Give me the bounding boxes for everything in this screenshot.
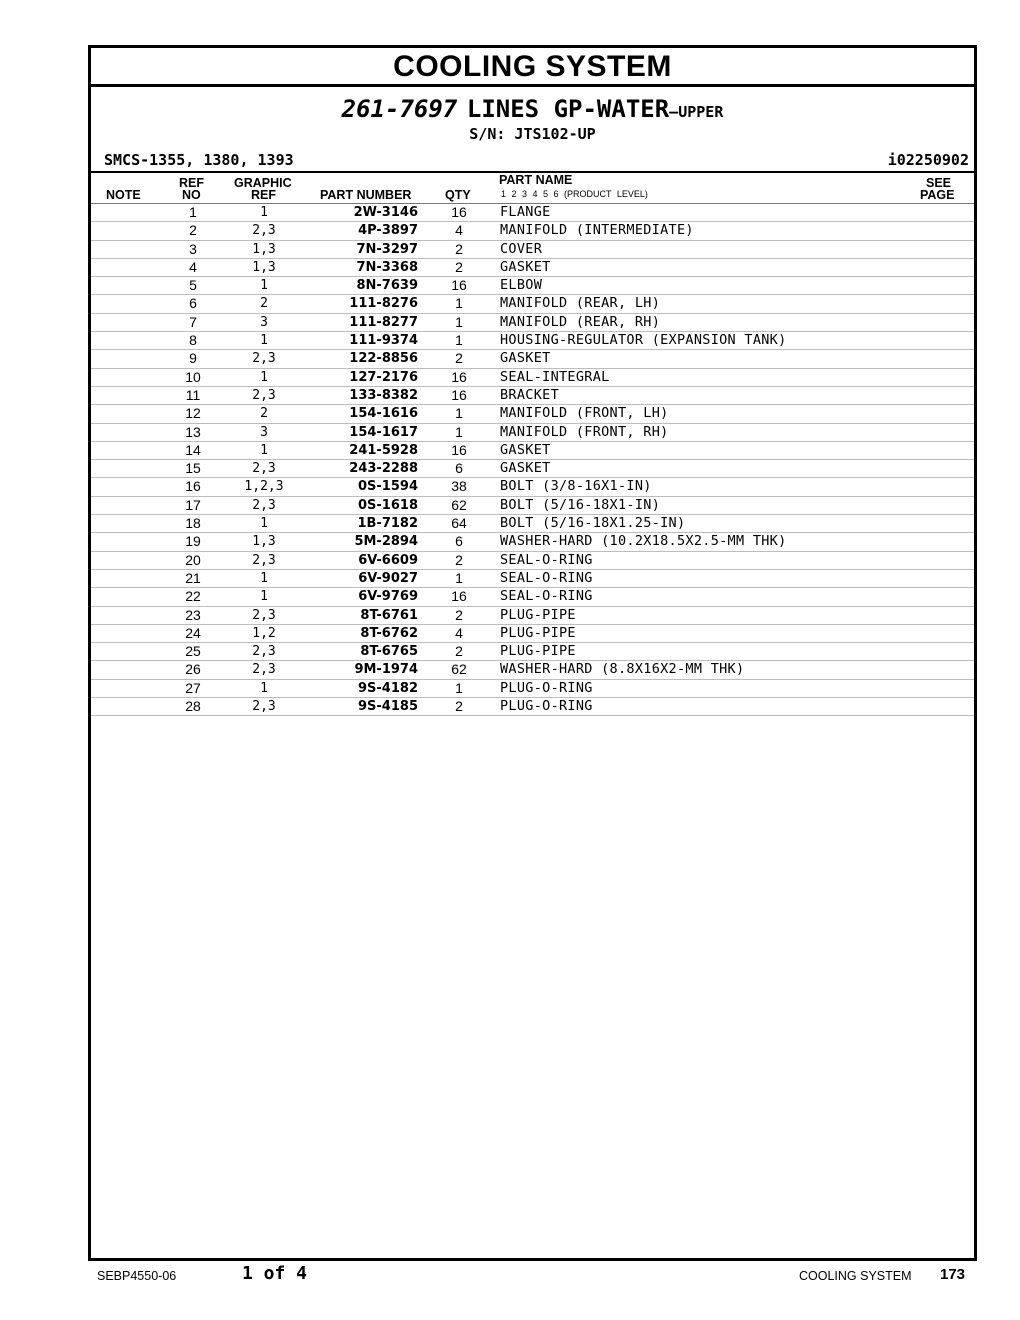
qty-cell: 16 bbox=[451, 368, 467, 385]
ref-no-cell: 13 bbox=[185, 423, 201, 440]
part-number-cell: 9S-4182 bbox=[358, 680, 418, 696]
part-number-cell: 6V-9027 bbox=[358, 570, 418, 586]
part-number-cell: 8N-7639 bbox=[356, 278, 418, 294]
footer-page-number: 173 bbox=[940, 1266, 966, 1283]
part-name-cell: PLUG-PIPE bbox=[500, 606, 576, 623]
table-header bbox=[91, 171, 974, 204]
part-number-cell: 0S-1618 bbox=[358, 497, 418, 513]
table-row bbox=[91, 387, 974, 405]
graphic-ref-cell: 2,3 bbox=[252, 699, 276, 715]
smcs-row bbox=[91, 149, 974, 171]
graphic-ref-cell: 2,3 bbox=[252, 497, 276, 513]
header-part-number: PART NUMBER bbox=[320, 188, 412, 202]
ref-no-cell: 11 bbox=[185, 386, 201, 403]
qty-cell: 38 bbox=[451, 478, 467, 495]
graphic-ref-cell: 2,3 bbox=[252, 461, 276, 477]
table-row bbox=[91, 204, 974, 222]
part-name-cell: MANIFOLD (INTERMEDIATE) bbox=[500, 222, 694, 239]
part-name-cell: BOLT (5/16-18X1-IN) bbox=[500, 496, 661, 513]
qty-cell: 16 bbox=[451, 441, 467, 458]
graphic-ref-cell: 2 bbox=[260, 406, 268, 422]
table-row bbox=[91, 424, 974, 442]
qty-cell: 1 bbox=[455, 405, 463, 422]
table-row bbox=[91, 588, 974, 606]
ref-no-cell: 7 bbox=[189, 313, 197, 330]
footer-doc-id: SEBP4550-06 bbox=[97, 1269, 177, 1283]
qty-cell: 1 bbox=[455, 332, 463, 349]
graphic-ref-cell: 3 bbox=[260, 314, 268, 330]
table-row bbox=[91, 661, 974, 679]
table-row bbox=[91, 350, 974, 368]
ref-no-cell: 14 bbox=[185, 441, 201, 458]
header-ref-no-bottom: NO bbox=[182, 188, 201, 202]
illustration-id: i02250902 bbox=[887, 151, 969, 169]
qty-cell: 2 bbox=[455, 643, 463, 660]
ref-no-cell: 19 bbox=[185, 533, 201, 550]
ref-no-cell: 28 bbox=[185, 698, 201, 715]
part-number-cell: 154-1616 bbox=[349, 406, 418, 422]
part-number-cell: 122-8856 bbox=[349, 351, 418, 367]
qty-cell: 1 bbox=[455, 295, 463, 312]
part-name-cell: PLUG-O-RING bbox=[500, 679, 593, 696]
part-number-cell: 6V-6609 bbox=[358, 552, 418, 568]
part-number-cell: 8T-6761 bbox=[360, 607, 418, 623]
part-number-cell: 133-8382 bbox=[349, 387, 418, 403]
qty-cell: 2 bbox=[455, 350, 463, 367]
qty-cell: 16 bbox=[451, 386, 467, 403]
qty-cell: 2 bbox=[455, 240, 463, 257]
group-part-number: 261-7697 bbox=[341, 95, 458, 123]
table-row bbox=[91, 643, 974, 661]
table-row bbox=[91, 405, 974, 423]
part-name-cell: BRACKET bbox=[500, 386, 559, 403]
header-graphic-bottom: REF bbox=[251, 188, 276, 202]
part-number-cell: 1B-7182 bbox=[357, 516, 418, 532]
ref-no-cell: 1 bbox=[189, 204, 197, 220]
table-row bbox=[91, 277, 974, 295]
table-row bbox=[91, 515, 974, 533]
section-title: COOLING SYSTEM bbox=[91, 48, 974, 87]
header-qty: QTY bbox=[445, 188, 471, 202]
page-footer bbox=[0, 1263, 1020, 1293]
part-number-cell: 0S-1594 bbox=[358, 479, 418, 495]
part-number-cell: 8T-6765 bbox=[360, 644, 418, 660]
table-row bbox=[91, 497, 974, 515]
qty-cell: 2 bbox=[455, 698, 463, 715]
table-row bbox=[91, 570, 974, 588]
graphic-ref-cell: 1,3 bbox=[252, 259, 276, 275]
ref-no-cell: 8 bbox=[189, 332, 197, 349]
qty-cell: 16 bbox=[451, 204, 467, 220]
part-name-cell: MANIFOLD (REAR, RH) bbox=[500, 313, 661, 330]
part-name-cell: SEAL-O-RING bbox=[500, 569, 593, 586]
graphic-ref-cell: 2,3 bbox=[252, 662, 276, 678]
qty-cell: 2 bbox=[455, 258, 463, 275]
graphic-ref-cell: 2,3 bbox=[252, 387, 276, 403]
ref-no-cell: 21 bbox=[185, 569, 201, 586]
header-see-bottom: PAGE bbox=[920, 188, 955, 202]
qty-cell: 1 bbox=[455, 423, 463, 440]
header-ref-no-top: REF bbox=[179, 176, 204, 190]
table-row bbox=[91, 460, 974, 478]
graphic-ref-cell: 2 bbox=[260, 296, 268, 312]
ref-no-cell: 25 bbox=[185, 643, 201, 660]
qty-cell: 1 bbox=[455, 569, 463, 586]
qty-cell: 62 bbox=[451, 661, 467, 678]
parts-page-frame bbox=[88, 45, 977, 1261]
smcs-codes: SMCS-1355, 1380, 1393 bbox=[104, 151, 294, 169]
part-name-cell: COVER bbox=[500, 240, 543, 257]
part-name-cell: SEAL-INTEGRAL bbox=[500, 368, 610, 385]
part-number-cell: 9S-4185 bbox=[358, 699, 418, 715]
ref-no-cell: 6 bbox=[189, 295, 197, 312]
part-number-cell: 111-8277 bbox=[349, 314, 418, 330]
qty-cell: 4 bbox=[455, 222, 463, 239]
part-number-cell: 7N-3368 bbox=[356, 259, 418, 275]
table-row bbox=[91, 295, 974, 313]
ref-no-cell: 3 bbox=[189, 240, 197, 257]
serial-number: S/N: JTS102-UP bbox=[469, 125, 596, 143]
part-number-cell: 5M-2894 bbox=[354, 534, 418, 550]
part-name-cell: WASHER-HARD (10.2X18.5X2.5-MM THK) bbox=[500, 533, 787, 550]
graphic-ref-cell: 1 bbox=[260, 589, 268, 605]
graphic-ref-cell: 1 bbox=[260, 369, 268, 385]
table-row bbox=[91, 552, 974, 570]
ref-no-cell: 20 bbox=[185, 551, 201, 568]
table-row bbox=[91, 533, 974, 551]
part-number-cell: 154-1617 bbox=[349, 424, 418, 440]
table-row bbox=[91, 369, 974, 387]
part-number-cell: 111-8276 bbox=[349, 296, 418, 312]
part-number-cell: 2W-3146 bbox=[353, 205, 418, 220]
graphic-ref-cell: 2,3 bbox=[252, 607, 276, 623]
group-suffix: —UPPER bbox=[669, 103, 724, 121]
parts-table-body bbox=[91, 204, 974, 716]
header-note: NOTE bbox=[106, 188, 141, 202]
part-number-cell: 111-9374 bbox=[349, 333, 418, 349]
qty-cell: 2 bbox=[455, 606, 463, 623]
graphic-ref-cell: 1 bbox=[260, 333, 268, 349]
part-name-cell: SEAL-O-RING bbox=[500, 551, 593, 568]
graphic-ref-cell: 1 bbox=[260, 570, 268, 586]
part-name-cell: GASKET bbox=[500, 258, 551, 275]
graphic-ref-cell: 2,3 bbox=[252, 351, 276, 367]
graphic-ref-cell: 2,3 bbox=[252, 644, 276, 660]
ref-no-cell: 9 bbox=[189, 350, 197, 367]
header-see-top: SEE bbox=[926, 176, 952, 190]
part-number-cell: 243-2288 bbox=[349, 461, 418, 477]
footer-page-of: 1 of 4 bbox=[242, 1263, 308, 1284]
footer-section: COOLING SYSTEM bbox=[799, 1269, 912, 1283]
part-name-cell: FLANGE bbox=[500, 204, 551, 220]
part-name-cell: GASKET bbox=[500, 441, 551, 458]
table-row bbox=[91, 332, 974, 350]
part-name-cell: PLUG-PIPE bbox=[500, 624, 576, 641]
header-part-name: PART NAME bbox=[499, 173, 573, 187]
qty-cell: 2 bbox=[455, 551, 463, 568]
part-number-cell: 8T-6762 bbox=[360, 625, 418, 641]
part-number-cell: 241-5928 bbox=[349, 442, 418, 458]
graphic-ref-cell: 1 bbox=[260, 278, 268, 294]
ref-no-cell: 24 bbox=[185, 624, 201, 641]
graphic-ref-cell: 1,3 bbox=[252, 534, 276, 550]
ref-no-cell: 22 bbox=[185, 588, 201, 605]
part-name-cell: MANIFOLD (FRONT, RH) bbox=[500, 423, 669, 440]
table-row bbox=[91, 314, 974, 332]
qty-cell: 6 bbox=[455, 533, 463, 550]
part-name-cell: PLUG-PIPE bbox=[500, 643, 576, 660]
qty-cell: 16 bbox=[451, 277, 467, 294]
qty-cell: 64 bbox=[451, 515, 467, 532]
graphic-ref-cell: 1 bbox=[260, 205, 268, 220]
graphic-ref-cell: 1,3 bbox=[252, 241, 276, 257]
header-graphic-top: GRAPHIC bbox=[234, 176, 292, 190]
group-title bbox=[91, 95, 974, 123]
graphic-ref-cell: 1 bbox=[260, 680, 268, 696]
ref-no-cell: 10 bbox=[185, 368, 201, 385]
qty-cell: 1 bbox=[455, 679, 463, 696]
qty-cell: 1 bbox=[455, 313, 463, 330]
part-name-cell: BOLT (5/16-18X1.25-IN) bbox=[500, 515, 686, 532]
graphic-ref-cell: 1,2 bbox=[252, 625, 276, 641]
group-name: LINES GP-WATER bbox=[466, 95, 670, 123]
part-name-cell: WASHER-HARD (8.8X16X2-MM THK) bbox=[500, 661, 745, 678]
part-number-cell: 7N-3297 bbox=[356, 241, 418, 257]
table-row bbox=[91, 241, 974, 259]
part-number-cell: 9M-1974 bbox=[354, 662, 418, 678]
table-row bbox=[91, 625, 974, 643]
part-name-cell: GASKET bbox=[500, 460, 551, 477]
table-row bbox=[91, 222, 974, 240]
qty-cell: 16 bbox=[451, 588, 467, 605]
ref-no-cell: 4 bbox=[189, 258, 197, 275]
graphic-ref-cell: 3 bbox=[260, 424, 268, 440]
ref-no-cell: 5 bbox=[189, 277, 197, 294]
graphic-ref-cell: 1 bbox=[260, 516, 268, 532]
ref-no-cell: 18 bbox=[185, 515, 201, 532]
graphic-ref-cell: 2,3 bbox=[252, 223, 276, 239]
graphic-ref-cell: 2,3 bbox=[252, 552, 276, 568]
header-product-levels: 1 2 3 4 5 6 (PRODUCT LEVEL) bbox=[501, 189, 648, 199]
table-row bbox=[91, 607, 974, 625]
table-row bbox=[91, 259, 974, 277]
table-row bbox=[91, 478, 974, 496]
table-row bbox=[91, 680, 974, 698]
table-row bbox=[91, 698, 974, 716]
qty-cell: 62 bbox=[451, 496, 467, 513]
part-name-cell: HOUSING-REGULATOR (EXPANSION TANK) bbox=[500, 332, 787, 349]
graphic-ref-cell: 1,2,3 bbox=[244, 479, 284, 495]
part-number-cell: 6V-9769 bbox=[358, 589, 418, 605]
part-name-cell: SEAL-O-RING bbox=[500, 588, 593, 605]
part-name-cell: ELBOW bbox=[500, 277, 543, 294]
part-name-cell: GASKET bbox=[500, 350, 551, 367]
part-name-cell: PLUG-O-RING bbox=[500, 698, 593, 715]
table-row bbox=[91, 442, 974, 460]
qty-cell: 4 bbox=[455, 624, 463, 641]
ref-no-cell: 27 bbox=[185, 679, 201, 696]
ref-no-cell: 2 bbox=[189, 222, 197, 239]
ref-no-cell: 15 bbox=[185, 460, 201, 477]
part-name-cell: MANIFOLD (REAR, LH) bbox=[500, 295, 661, 312]
ref-no-cell: 16 bbox=[185, 478, 201, 495]
ref-no-cell: 17 bbox=[185, 496, 201, 513]
part-name-cell: BOLT (3/8-16X1-IN) bbox=[500, 478, 652, 495]
ref-no-cell: 23 bbox=[185, 606, 201, 623]
part-number-cell: 127-2176 bbox=[349, 369, 418, 385]
part-name-cell: MANIFOLD (FRONT, LH) bbox=[500, 405, 669, 422]
part-number-cell: 4P-3897 bbox=[358, 223, 418, 239]
graphic-ref-cell: 1 bbox=[260, 442, 268, 458]
qty-cell: 6 bbox=[455, 460, 463, 477]
ref-no-cell: 12 bbox=[185, 405, 201, 422]
ref-no-cell: 26 bbox=[185, 661, 201, 678]
